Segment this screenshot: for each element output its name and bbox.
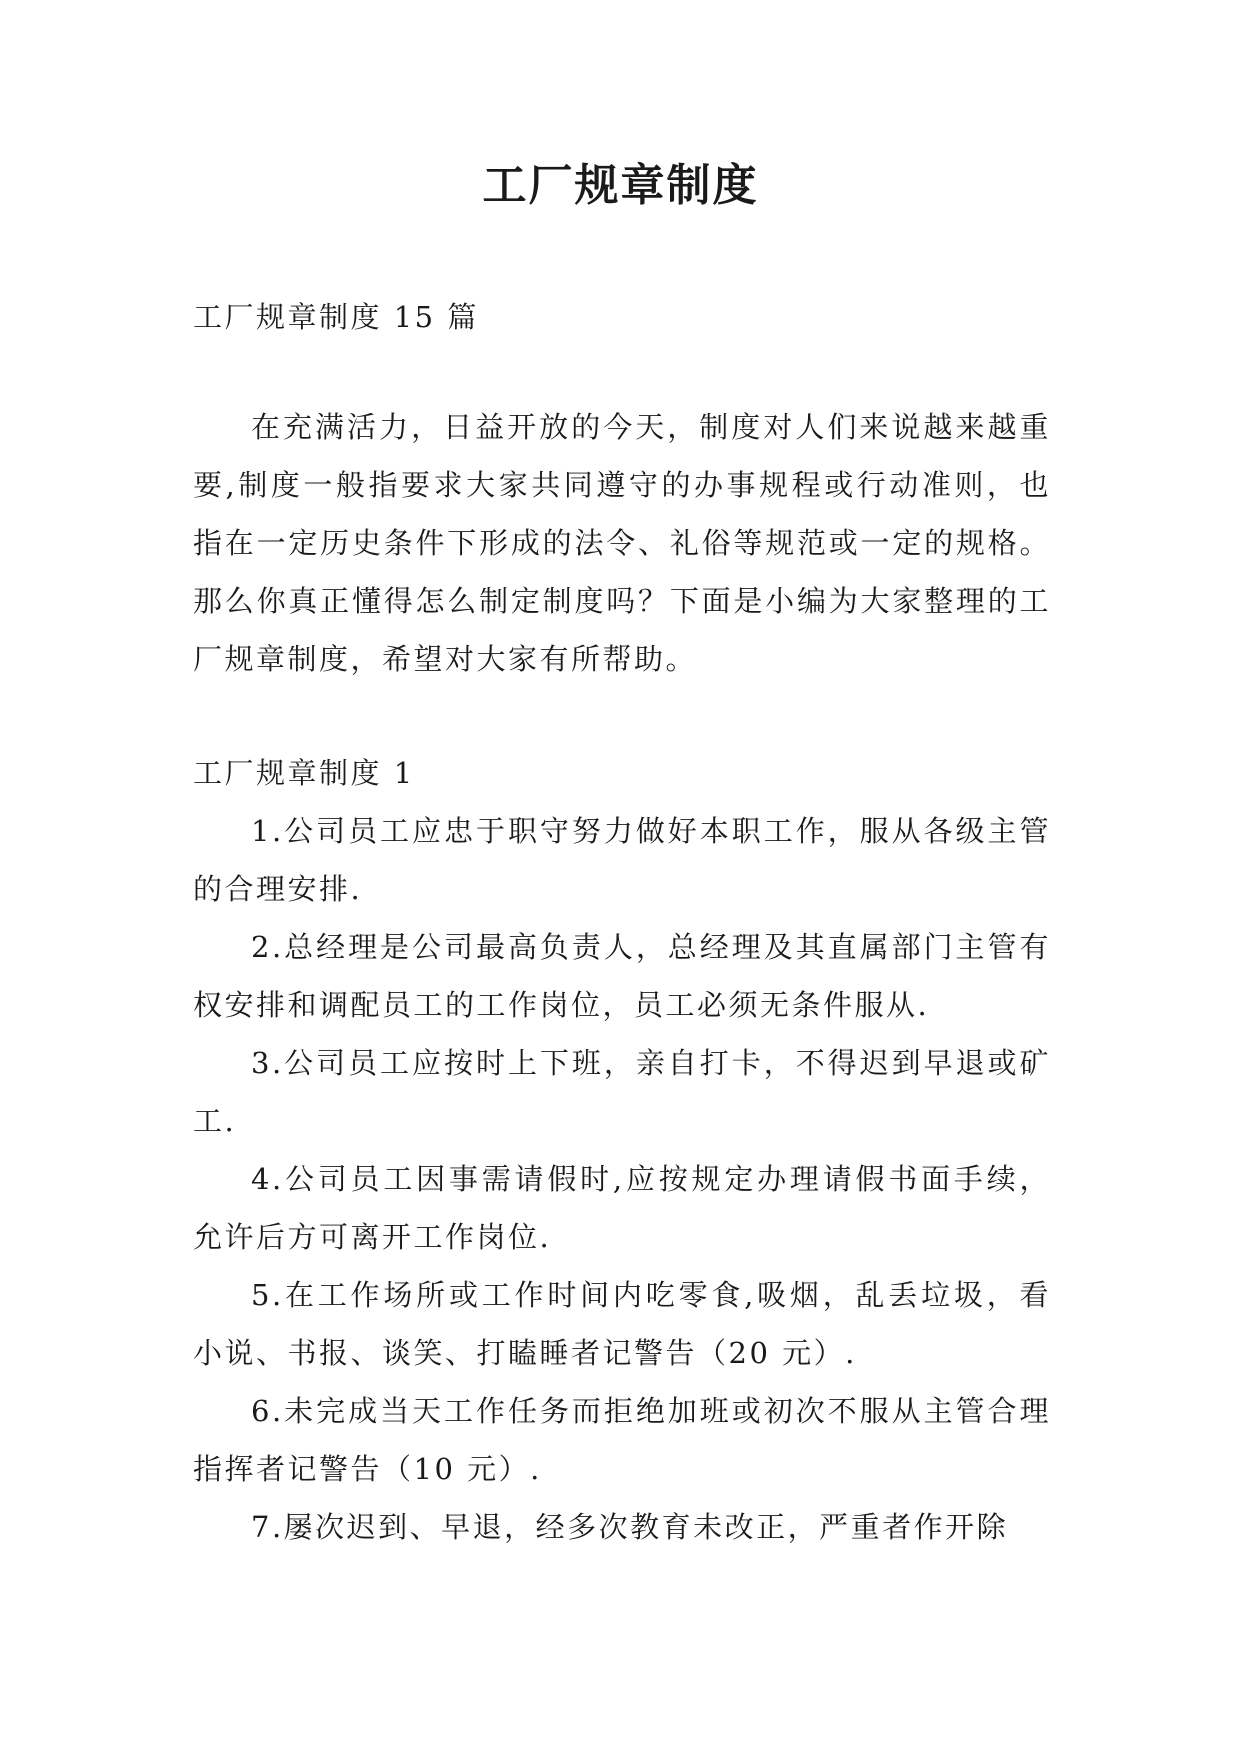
intro-paragraph: 在充满活力，日益开放的今天，制度对人们来说越来越重要,制度一般指要求大家共同遵守的办事规程或行动准则，也指在一定历史条件下形成的法令、礼俗等规范或一定的规格。那么你真正懂得怎么制定制度吗？下面是小编为大家整理的工厂规章制度，希望对大家有所帮助。 [193, 410, 1051, 676]
rule-item-7: 7.屡次迟到、早退，经多次教育未改正，严重者作开除 [251, 1510, 1009, 1544]
document-subtitle: 工厂规章制度 15 篇 [193, 300, 479, 334]
rule-item-2: 2.总经理是公司最高负责人，总经理及其直属部门主管有权安排和调配员工的工作岗位，员工必须无条件服从. [193, 930, 1051, 1022]
rules-list [193, 802, 1051, 1556]
rule-item-3: 3.公司员工应按时上下班，亲自打卡，不得迟到早退或矿工. [193, 1046, 1051, 1138]
rule-item-4: 4.公司员工因事需请假时,应按规定办理请假书面手续，允许后方可离开工作岗位. [193, 1162, 1051, 1254]
section-heading: 工厂规章制度 1 [193, 756, 415, 790]
document-body [193, 288, 1051, 1556]
document-title: 工厂规章制度 [482, 160, 759, 211]
rule-item-1: 1.公司员工应忠于职守努力做好本职工作，服从各级主管的合理安排. [193, 814, 1051, 906]
rule-item-5: 5.在工作场所或工作时间内吃零食,吸烟，乱丢垃圾，看小说、书报、谈笑、打瞌睡者记警告（20 元）. [193, 1278, 1051, 1370]
rule-item-6: 6.未完成当天工作任务而拒绝加班或初次不服从主管合理指挥者记警告（10 元）. [193, 1394, 1051, 1486]
